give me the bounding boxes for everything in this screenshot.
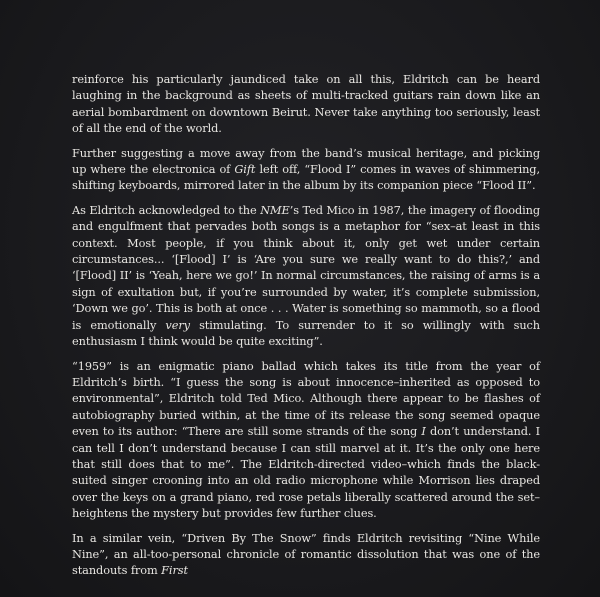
italic-run: very xyxy=(165,317,190,332)
text-run: In a similar vein, “Driven By The Snow” finds Eldritch revisiting “Nine While Nine”, an all-too-personal chronicle of romantic dissolution that was one of the standouts from xyxy=(72,530,540,578)
text-run: stimulating. To surrender to it so willingly with such enthusiasm I think would be quite exciting”. xyxy=(72,317,541,349)
text-run: left off, “Flood I” comes in waves of shimmering, shifting keyboards, mirrored later in the album by its companion piece “Flood II”. xyxy=(72,162,540,193)
paragraph-5 xyxy=(72,530,540,579)
paragraph-2 xyxy=(72,145,540,194)
italic-run: Gift xyxy=(234,162,256,177)
body-text xyxy=(72,71,540,579)
text-run: don’t understand. I can tell I don’t understand because I can still marvel at it. It’s the only one here that still does that to me”. The Eldritch-directed video–which finds the black-suited singer crooning into an old radio microphone while Morrison lies draped over the keys on a grand piano, red rose petals liberally scattered around the set–heightens the mystery but provides few further clues. xyxy=(72,424,540,521)
text-run: reinforce his particularly jaundiced take on all this, Eldritch can be heard laughing in the background as sheets of multi-tracked guitars rain down like an aerial bombardment on downtown Beirut. Never take anything too seriously, least of all the end of the world. xyxy=(72,72,540,136)
italic-run: I xyxy=(421,424,426,439)
italic-run: First xyxy=(161,563,188,578)
text-run: ’s Ted Mico in 1987, the imagery of flooding and engulfment that pervades both songs is a metaphor for “sex–at least in this context. Most people, if you think about it, only get wet under certain circumstances... ‘[Flood] I’ is ‘Are you sure we really want to do this?,’ and ‘[Flood] II’ is ‘Yeah, here we go!’ In normal circumstances, the raising of arms is a sign of exultation but, if you’re surrounded by water, it’s complete submission, ‘Down we go’. This is both at once . . . Water is something so mammoth, so a flood is emotionally xyxy=(72,202,541,332)
italic-run: NME xyxy=(260,202,290,217)
paragraph-3 xyxy=(72,202,540,350)
text-run: As Eldritch acknowledged to the xyxy=(72,202,261,217)
paragraph-1 xyxy=(72,71,540,137)
text-run: “1959” is an enigmatic piano ballad which takes its title from the year of Eldritch’s birth. “I guess the song is about innocence–inherited as opposed to environmental”, Eldritch told Ted Mico. Although there appear to be flashes of autobiography buried within, at the time of its release the song seemed opaque even to its author: “There are still some strands of the song xyxy=(72,358,540,439)
paragraph-4 xyxy=(72,358,540,522)
text-run: Further suggesting a move away from the band’s musical heritage, and picking up where the electronica of xyxy=(72,145,540,177)
